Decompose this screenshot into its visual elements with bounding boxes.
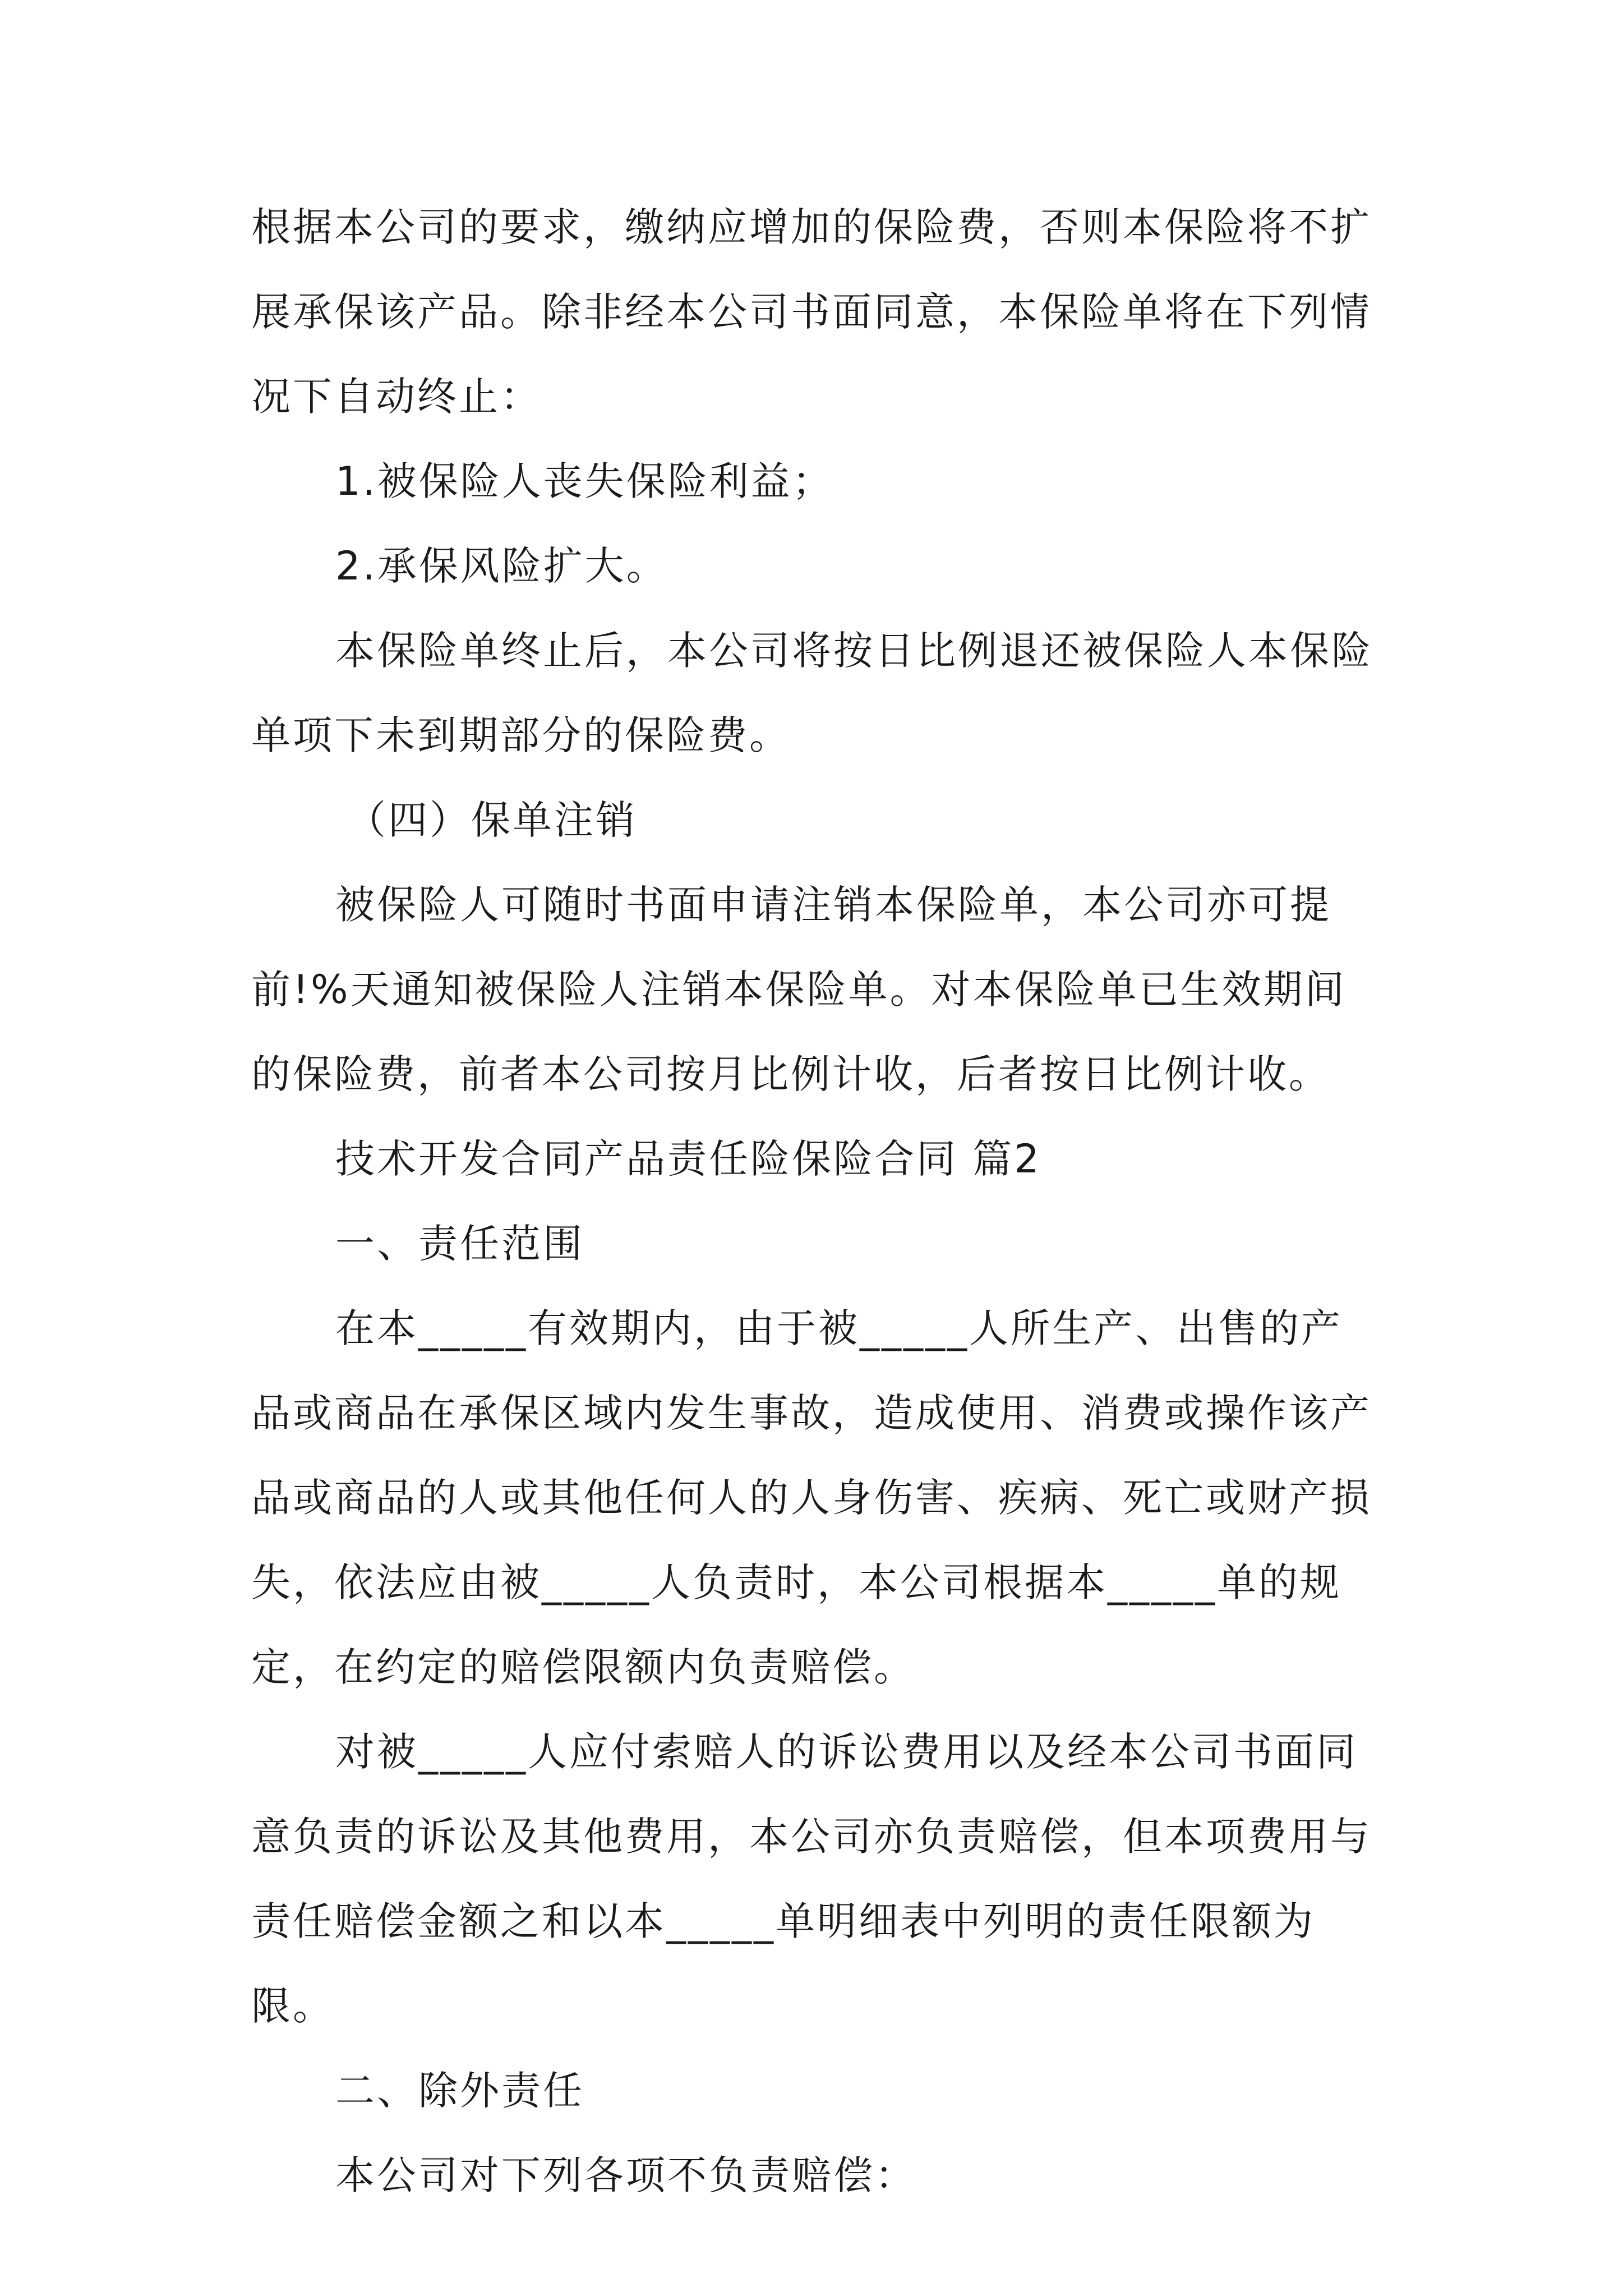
paragraph-scope: 在本_____有效期内，由于被_____人所生产、出售的产品或商品在承保区域内发生事故，造成使用、消费或操作该产品或商品的人或其他任何人的人身伤害、疾病、死亡或财产损失，依法应由被_____人负责时，本公司根据本_____单的规定，在约定的赔偿限额内负责赔偿。 — [251, 1305, 1372, 1690]
section-heading-exclusions: 二、除外责任 — [335, 2068, 584, 2114]
paragraph-continuation: 根据本公司的要求，缴纳应增加的保险费，否则本保险将不扩展承保该产品。除非经本公司书面同意，本保险单将在下列情况下自动终止： — [251, 204, 1372, 420]
section-heading-cancellation: （四）保单注销 — [347, 797, 637, 843]
document-subtitle: 技术开发合同产品责任险保险合同 篇2 — [335, 1136, 1041, 1182]
paragraph-termination-refund: 本保险单终止后，本公司将按日比例退还被保险人本保险单项下未到期部分的保险费。 — [251, 628, 1373, 758]
section-heading-scope: 一、责任范围 — [335, 1221, 584, 1267]
document-body — [251, 185, 1378, 2218]
paragraph-exclusions-intro: 本公司对下列各项不负责赔偿： — [335, 2152, 916, 2198]
paragraph-cancellation: 被保险人可随时书面申请注销本保险单，本公司亦可提前!%天通知被保险人注销本保险单。对本保险单已生效期间的保险费，前者本公司按月比例计收，后者按日比例计收。 — [251, 882, 1347, 1097]
paragraph-litigation-costs: 对被_____人应付索赔人的诉讼费用以及经本公司书面同意负责的诉讼及其他费用，本公司亦负责赔偿，但本项费用与责任赔偿金额之和以本_____单明细表中列明的责任限额为限。 — [251, 1729, 1372, 2029]
list-item-1: 1.被保险人丧失保险利益； — [335, 458, 834, 504]
list-item-2: 2.承保风险扩大。 — [335, 543, 668, 589]
